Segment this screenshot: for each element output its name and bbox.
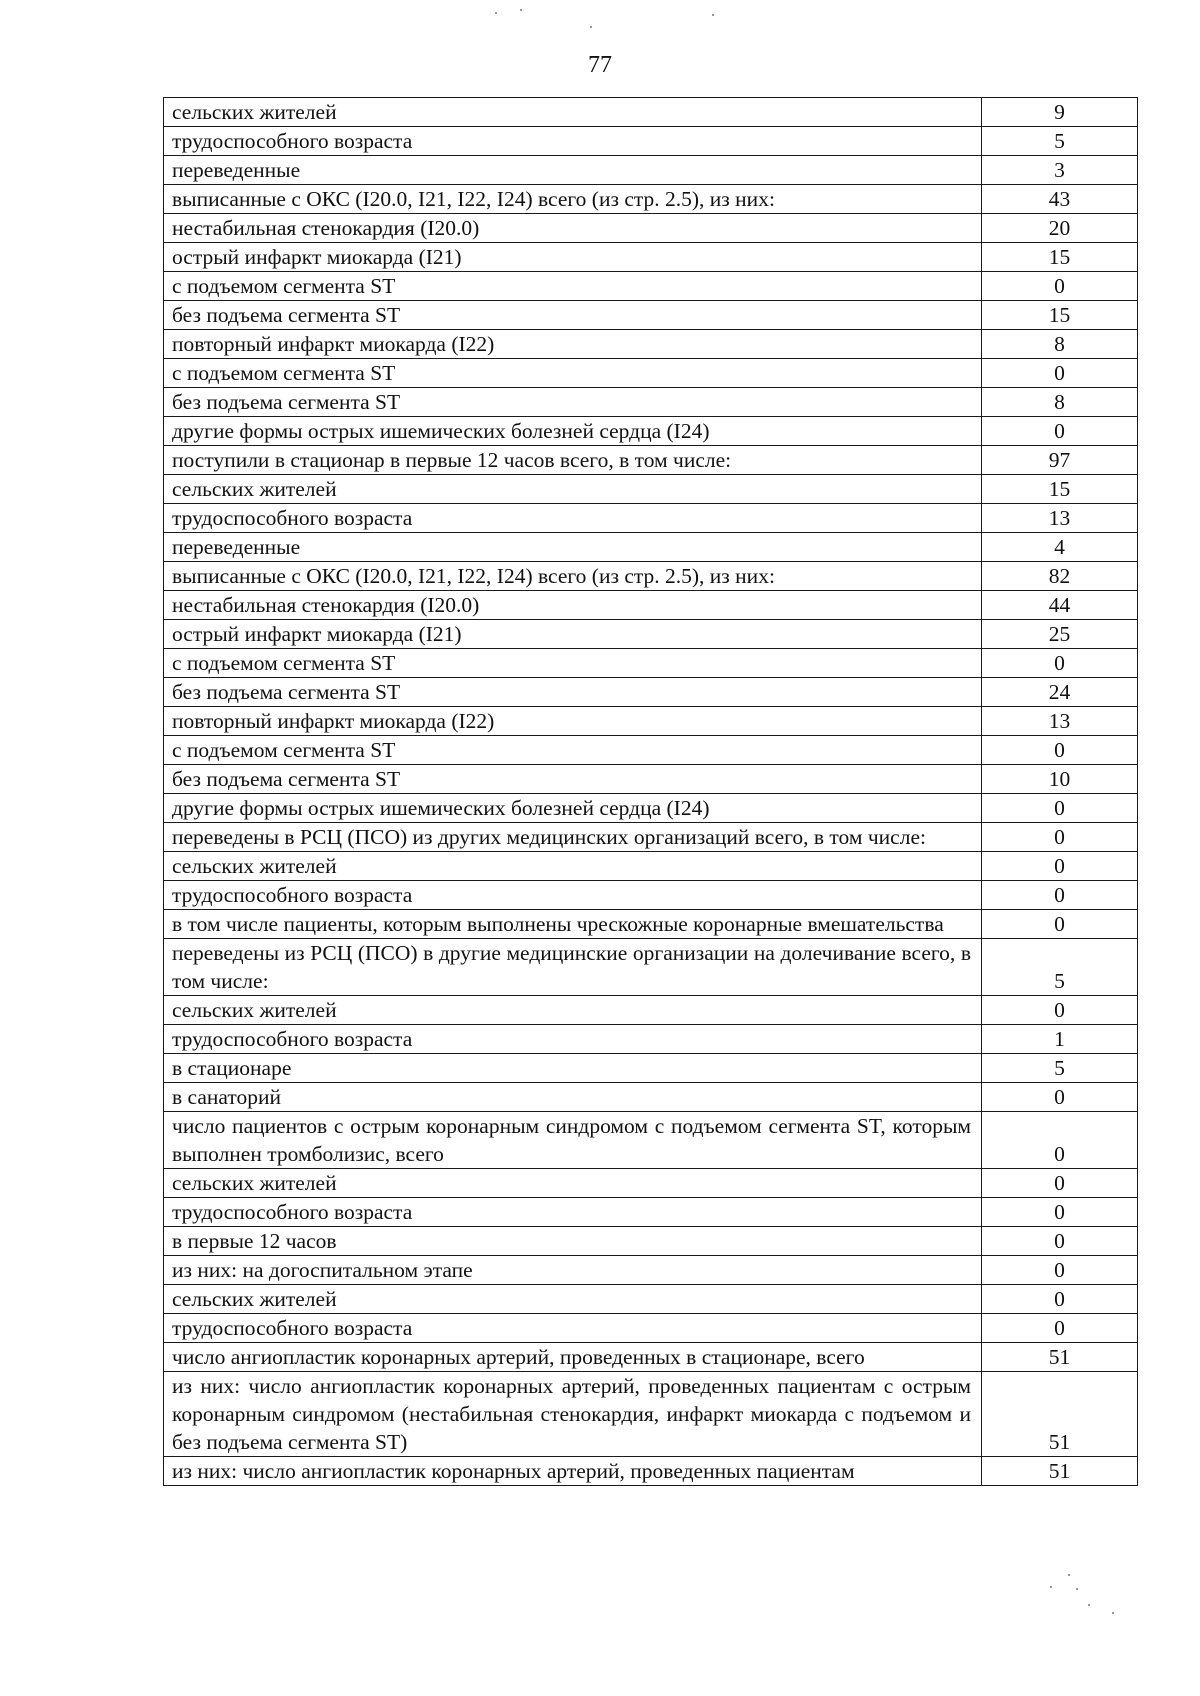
row-label: с подъемом сегмента ST bbox=[164, 359, 982, 388]
scan-speck bbox=[495, 12, 497, 14]
table-row bbox=[164, 272, 1138, 301]
table-row bbox=[164, 881, 1138, 910]
table-row bbox=[164, 562, 1138, 591]
row-value: 97 bbox=[982, 446, 1138, 475]
row-value: 25 bbox=[982, 620, 1138, 649]
table-row bbox=[164, 1198, 1138, 1227]
table-row bbox=[164, 301, 1138, 330]
row-label: сельских жителей bbox=[164, 98, 982, 127]
row-label: в санаторий bbox=[164, 1083, 982, 1112]
row-label: трудоспособного возраста bbox=[164, 504, 982, 533]
row-value: 0 bbox=[982, 649, 1138, 678]
table-row bbox=[164, 1314, 1138, 1343]
row-label: в первые 12 часов bbox=[164, 1227, 982, 1256]
row-label: другие формы острых ишемических болезней сердца (I24) bbox=[164, 794, 982, 823]
row-value: 1 bbox=[982, 1025, 1138, 1054]
table-row bbox=[164, 330, 1138, 359]
row-value: 0 bbox=[982, 1169, 1138, 1198]
table-row bbox=[164, 1169, 1138, 1198]
page-number: 77 bbox=[588, 52, 612, 78]
row-label: сельских жителей bbox=[164, 475, 982, 504]
row-value: 0 bbox=[982, 852, 1138, 881]
row-label: в том числе пациенты, которым выполнены чрескожные коронарные вмешательства bbox=[164, 910, 982, 939]
row-value: 13 bbox=[982, 504, 1138, 533]
table-row bbox=[164, 417, 1138, 446]
table-row bbox=[164, 359, 1138, 388]
scan-speck bbox=[1088, 1604, 1090, 1606]
row-value: 0 bbox=[982, 1198, 1138, 1227]
row-value: 0 bbox=[982, 359, 1138, 388]
table-row bbox=[164, 1112, 1138, 1169]
row-label: из них: число ангиопластик коронарных артерий, проведенных пациентам с острым коронарным синдромом (нестабильная стенокардия, инфаркт миокарда с подъемом и без подъема сегмента ST) bbox=[164, 1372, 982, 1457]
table-row bbox=[164, 852, 1138, 881]
row-value: 9 bbox=[982, 98, 1138, 127]
row-value: 51 bbox=[982, 1343, 1138, 1372]
scan-speck bbox=[1050, 1586, 1052, 1588]
scan-speck bbox=[1076, 1588, 1078, 1590]
table-row bbox=[164, 794, 1138, 823]
table-row bbox=[164, 1372, 1138, 1457]
row-label: без подъема сегмента ST bbox=[164, 301, 982, 330]
table-row bbox=[164, 996, 1138, 1025]
table-row bbox=[164, 127, 1138, 156]
row-value: 20 bbox=[982, 214, 1138, 243]
row-value: 43 bbox=[982, 185, 1138, 214]
row-label: повторный инфаркт миокарда (I22) bbox=[164, 330, 982, 359]
table-row bbox=[164, 678, 1138, 707]
row-value: 13 bbox=[982, 707, 1138, 736]
row-label: острый инфаркт миокарда (I21) bbox=[164, 243, 982, 272]
table-row bbox=[164, 475, 1138, 504]
row-label: без подъема сегмента ST bbox=[164, 765, 982, 794]
row-value: 0 bbox=[982, 1083, 1138, 1112]
scan-speck bbox=[1112, 1612, 1114, 1614]
row-label: сельских жителей bbox=[164, 852, 982, 881]
table-row bbox=[164, 504, 1138, 533]
table-row bbox=[164, 939, 1138, 996]
row-value: 0 bbox=[982, 1227, 1138, 1256]
row-label: переведенные bbox=[164, 156, 982, 185]
table-row bbox=[164, 765, 1138, 794]
row-label: сельских жителей bbox=[164, 1285, 982, 1314]
row-label: выписанные с ОКС (I20.0, I21, I22, I24) всего (из стр. 2.5), из них: bbox=[164, 562, 982, 591]
row-label: без подъема сегмента ST bbox=[164, 678, 982, 707]
table-row bbox=[164, 620, 1138, 649]
row-value: 4 bbox=[982, 533, 1138, 562]
statistics-table bbox=[163, 97, 1138, 1486]
row-value: 5 bbox=[982, 939, 1138, 996]
row-label: нестабильная стенокардия (I20.0) bbox=[164, 591, 982, 620]
row-label: нестабильная стенокардия (I20.0) bbox=[164, 214, 982, 243]
row-label: трудоспособного возраста bbox=[164, 1198, 982, 1227]
table-row bbox=[164, 591, 1138, 620]
row-label: переведены из РСЦ (ПСО) в другие медицинские организации на долечивание всего, в том числе: bbox=[164, 939, 982, 996]
row-value: 0 bbox=[982, 881, 1138, 910]
table-row bbox=[164, 388, 1138, 417]
row-label: трудоспособного возраста bbox=[164, 881, 982, 910]
table-row bbox=[164, 446, 1138, 475]
table-row bbox=[164, 1285, 1138, 1314]
statistics-table-body bbox=[164, 98, 1138, 1486]
row-value: 5 bbox=[982, 1054, 1138, 1083]
table-row bbox=[164, 98, 1138, 127]
row-label: из них: на догоспитальном этапе bbox=[164, 1256, 982, 1285]
row-value: 8 bbox=[982, 330, 1138, 359]
row-value: 51 bbox=[982, 1372, 1138, 1457]
scan-speck bbox=[590, 26, 592, 28]
row-label: трудоспособного возраста bbox=[164, 1025, 982, 1054]
row-label: повторный инфаркт миокарда (I22) bbox=[164, 707, 982, 736]
table-row bbox=[164, 214, 1138, 243]
row-value: 5 bbox=[982, 127, 1138, 156]
row-label: другие формы острых ишемических болезней сердца (I24) bbox=[164, 417, 982, 446]
table-row bbox=[164, 156, 1138, 185]
row-value: 0 bbox=[982, 1112, 1138, 1169]
row-value: 51 bbox=[982, 1457, 1138, 1486]
row-label: переведенные bbox=[164, 533, 982, 562]
row-label: острый инфаркт миокарда (I21) bbox=[164, 620, 982, 649]
row-label: переведены в РСЦ (ПСО) из других медицинских организаций всего, в том числе: bbox=[164, 823, 982, 852]
row-value: 82 bbox=[982, 562, 1138, 591]
row-label: число пациентов с острым коронарным синдромом с подъемом сегмента ST, которым выполнен тромболизис, всего bbox=[164, 1112, 982, 1169]
table-row bbox=[164, 1343, 1138, 1372]
table-row bbox=[164, 1457, 1138, 1486]
table-row bbox=[164, 1025, 1138, 1054]
row-value: 0 bbox=[982, 794, 1138, 823]
row-label: с подъемом сегмента ST bbox=[164, 649, 982, 678]
row-value: 44 bbox=[982, 591, 1138, 620]
row-label: в стационаре bbox=[164, 1054, 982, 1083]
table-row bbox=[164, 185, 1138, 214]
row-label: выписанные с ОКС (I20.0, I21, I22, I24) всего (из стр. 2.5), из них: bbox=[164, 185, 982, 214]
scan-speck bbox=[712, 14, 714, 16]
scan-speck bbox=[520, 9, 522, 11]
row-value: 0 bbox=[982, 996, 1138, 1025]
row-value: 15 bbox=[982, 243, 1138, 272]
scan-speck bbox=[1068, 1574, 1070, 1576]
row-value: 0 bbox=[982, 417, 1138, 446]
row-value: 0 bbox=[982, 910, 1138, 939]
row-value: 0 bbox=[982, 823, 1138, 852]
row-label: поступили в стационар в первые 12 часов всего, в том числе: bbox=[164, 446, 982, 475]
table-row bbox=[164, 1083, 1138, 1112]
table-row bbox=[164, 736, 1138, 765]
row-value: 3 bbox=[982, 156, 1138, 185]
row-label: с подъемом сегмента ST bbox=[164, 272, 982, 301]
row-label: без подъема сегмента ST bbox=[164, 388, 982, 417]
table-row bbox=[164, 910, 1138, 939]
row-label: трудоспособного возраста bbox=[164, 1314, 982, 1343]
row-value: 0 bbox=[982, 1256, 1138, 1285]
row-value: 0 bbox=[982, 1285, 1138, 1314]
table-row bbox=[164, 707, 1138, 736]
row-label: сельских жителей bbox=[164, 1169, 982, 1198]
table-row bbox=[164, 1256, 1138, 1285]
row-value: 15 bbox=[982, 301, 1138, 330]
table-row bbox=[164, 533, 1138, 562]
row-value: 0 bbox=[982, 272, 1138, 301]
row-value: 15 bbox=[982, 475, 1138, 504]
row-value: 0 bbox=[982, 736, 1138, 765]
table-row bbox=[164, 1227, 1138, 1256]
table-row bbox=[164, 649, 1138, 678]
row-value: 24 bbox=[982, 678, 1138, 707]
row-label: из них: число ангиопластик коронарных артерий, проведенных пациентам bbox=[164, 1457, 982, 1486]
table-row bbox=[164, 1054, 1138, 1083]
row-label: трудоспособного возраста bbox=[164, 127, 982, 156]
row-label: с подъемом сегмента ST bbox=[164, 736, 982, 765]
row-label: число ангиопластик коронарных артерий, проведенных в стационаре, всего bbox=[164, 1343, 982, 1372]
table-row bbox=[164, 243, 1138, 272]
row-value: 8 bbox=[982, 388, 1138, 417]
table-row bbox=[164, 823, 1138, 852]
row-value: 10 bbox=[982, 765, 1138, 794]
row-label: сельских жителей bbox=[164, 996, 982, 1025]
row-value: 0 bbox=[982, 1314, 1138, 1343]
